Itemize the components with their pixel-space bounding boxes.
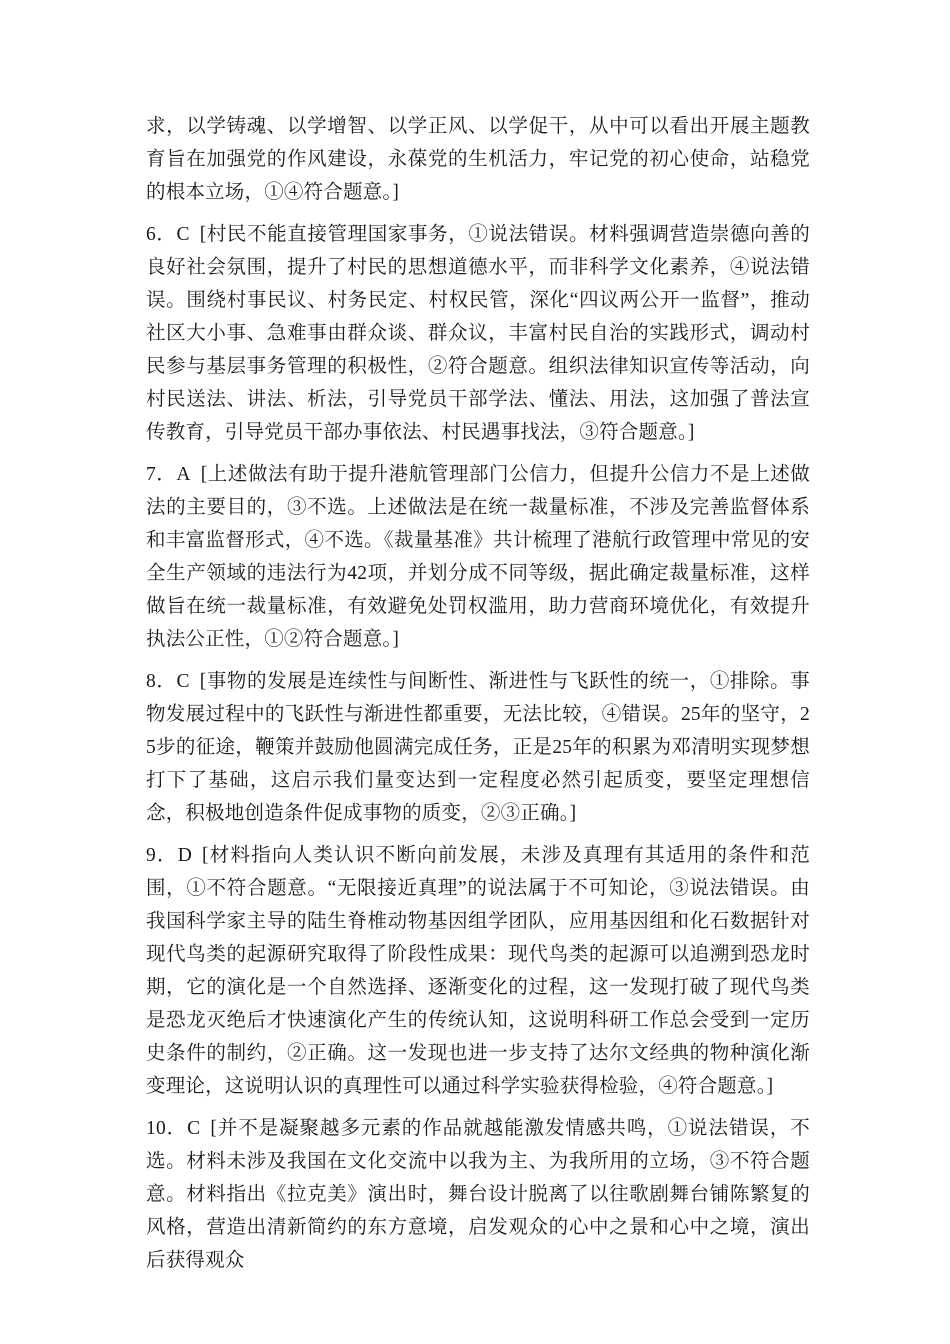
answer-text: [材料指向人类认识不断向前发展，未涉及真理有其适用的条件和范围，①不符合题意。“无限接近真理”的说法属于不可知论，③说法错误。由我国科学家主导的陆生脊椎动物基因组学团队，应用基因组和化石数据针对现代鸟类的起源研究取得了阶段性成果：现代鸟类的起源可以追溯到恐龙时期，它的演化是一个自然选择、逐渐变化的过程，这一发现打破了现代鸟类是恐龙灭绝后才快速演化产生的传统认知，这说明科研工作总会受到一定历史条件的制约，②正确。这一发现也进一步支持了达尔文经典的物种演化渐变理论，这说明认识的真理性可以通过科学实验获得检验，④符合题意。] xyxy=(146,845,811,1097)
answer-text: [并不是凝聚越多元素的作品就越能激发情感共鸣，①说法错误，不选。材料未涉及我国在文化交流中以我为主、为我所用的立场，③不符合题意。材料指出《拉克美》演出时，舞台设计脱离了以往歌剧舞台铺陈繁复的风格，营造出清新简约的东方意境，启发观众的心中之景和心中之境，演出后获得观众 xyxy=(146,1118,810,1271)
answer-text: [事物的发展是连续性与间断性、渐进性与飞跃性的统一，①排除。事物发展过程中的飞跃性与渐进性都重要，无法比较，④错误。25年的坚守，25步的征途，鞭策并鼓励他圆满完成任务，正是25年的积累为邓清明实现梦想打下了基础，这启示我们量变达到一定程度必然引起质变，要坚定理想信念，积极地创造条件促成事物的质变，②③正确。] xyxy=(146,671,810,824)
answer-label: 9．D xyxy=(146,845,193,866)
answer-10 xyxy=(146,1112,810,1277)
answer-text: [村民不能直接管理国家事务，①说法错误。材料强调营造崇德向善的良好社会氛围，提升了村民的思想道德水平，而非科学文化素养，④说法错误。围绕村事民议、村务民定、村权民管，深化“四议两公开一监督”，推动社区大小事、急难事由群众谈、群众议，丰富村民自治的实践形式，调动村民参与基层事务管理的积极性，②符合题意。组织法律知识宣传等活动，向村民送法、讲法、析法，引导党员干部学法、懂法、用法，这加强了普法宣传教育，引导党员干部办事依法、村民遇事找法，③符合题意。] xyxy=(146,224,810,443)
answer-text: [上述做法有助于提升港航管理部门公信力，但提升公信力不是上述做法的主要目的，③不选。上述做法是在统一裁量标准，不涉及完善监督体系和丰富监督形式，④不选。《裁量基准》共计梳理了港航行政管理中常见的安全生产领域的违法行为42项，并划分成不同等级，据此确定裁量标准，这样做旨在统一裁量标准，有效避免处罚权滥用，助力营商环境优化，有效提升执法公正性，①②符合题意。] xyxy=(146,464,810,650)
answer-label: 10．C xyxy=(146,1118,201,1139)
answer-8 xyxy=(146,665,810,830)
answer-9 xyxy=(146,839,810,1103)
answer-6 xyxy=(146,218,810,449)
answer-label: 7．A xyxy=(146,464,191,485)
paragraph-continuation xyxy=(146,110,810,209)
answer-label: 8．C xyxy=(146,671,190,692)
answer-label: 6．C xyxy=(146,224,190,245)
answer-text: 求，以学铸魂、以学增智、以学正风、以学促干，从中可以看出开展主题教育旨在加强党的作风建设，永葆党的生机活力，牢记党的初心使命，站稳党的根本立场，①④符合题意。] xyxy=(146,116,810,203)
answer-7 xyxy=(146,458,810,656)
